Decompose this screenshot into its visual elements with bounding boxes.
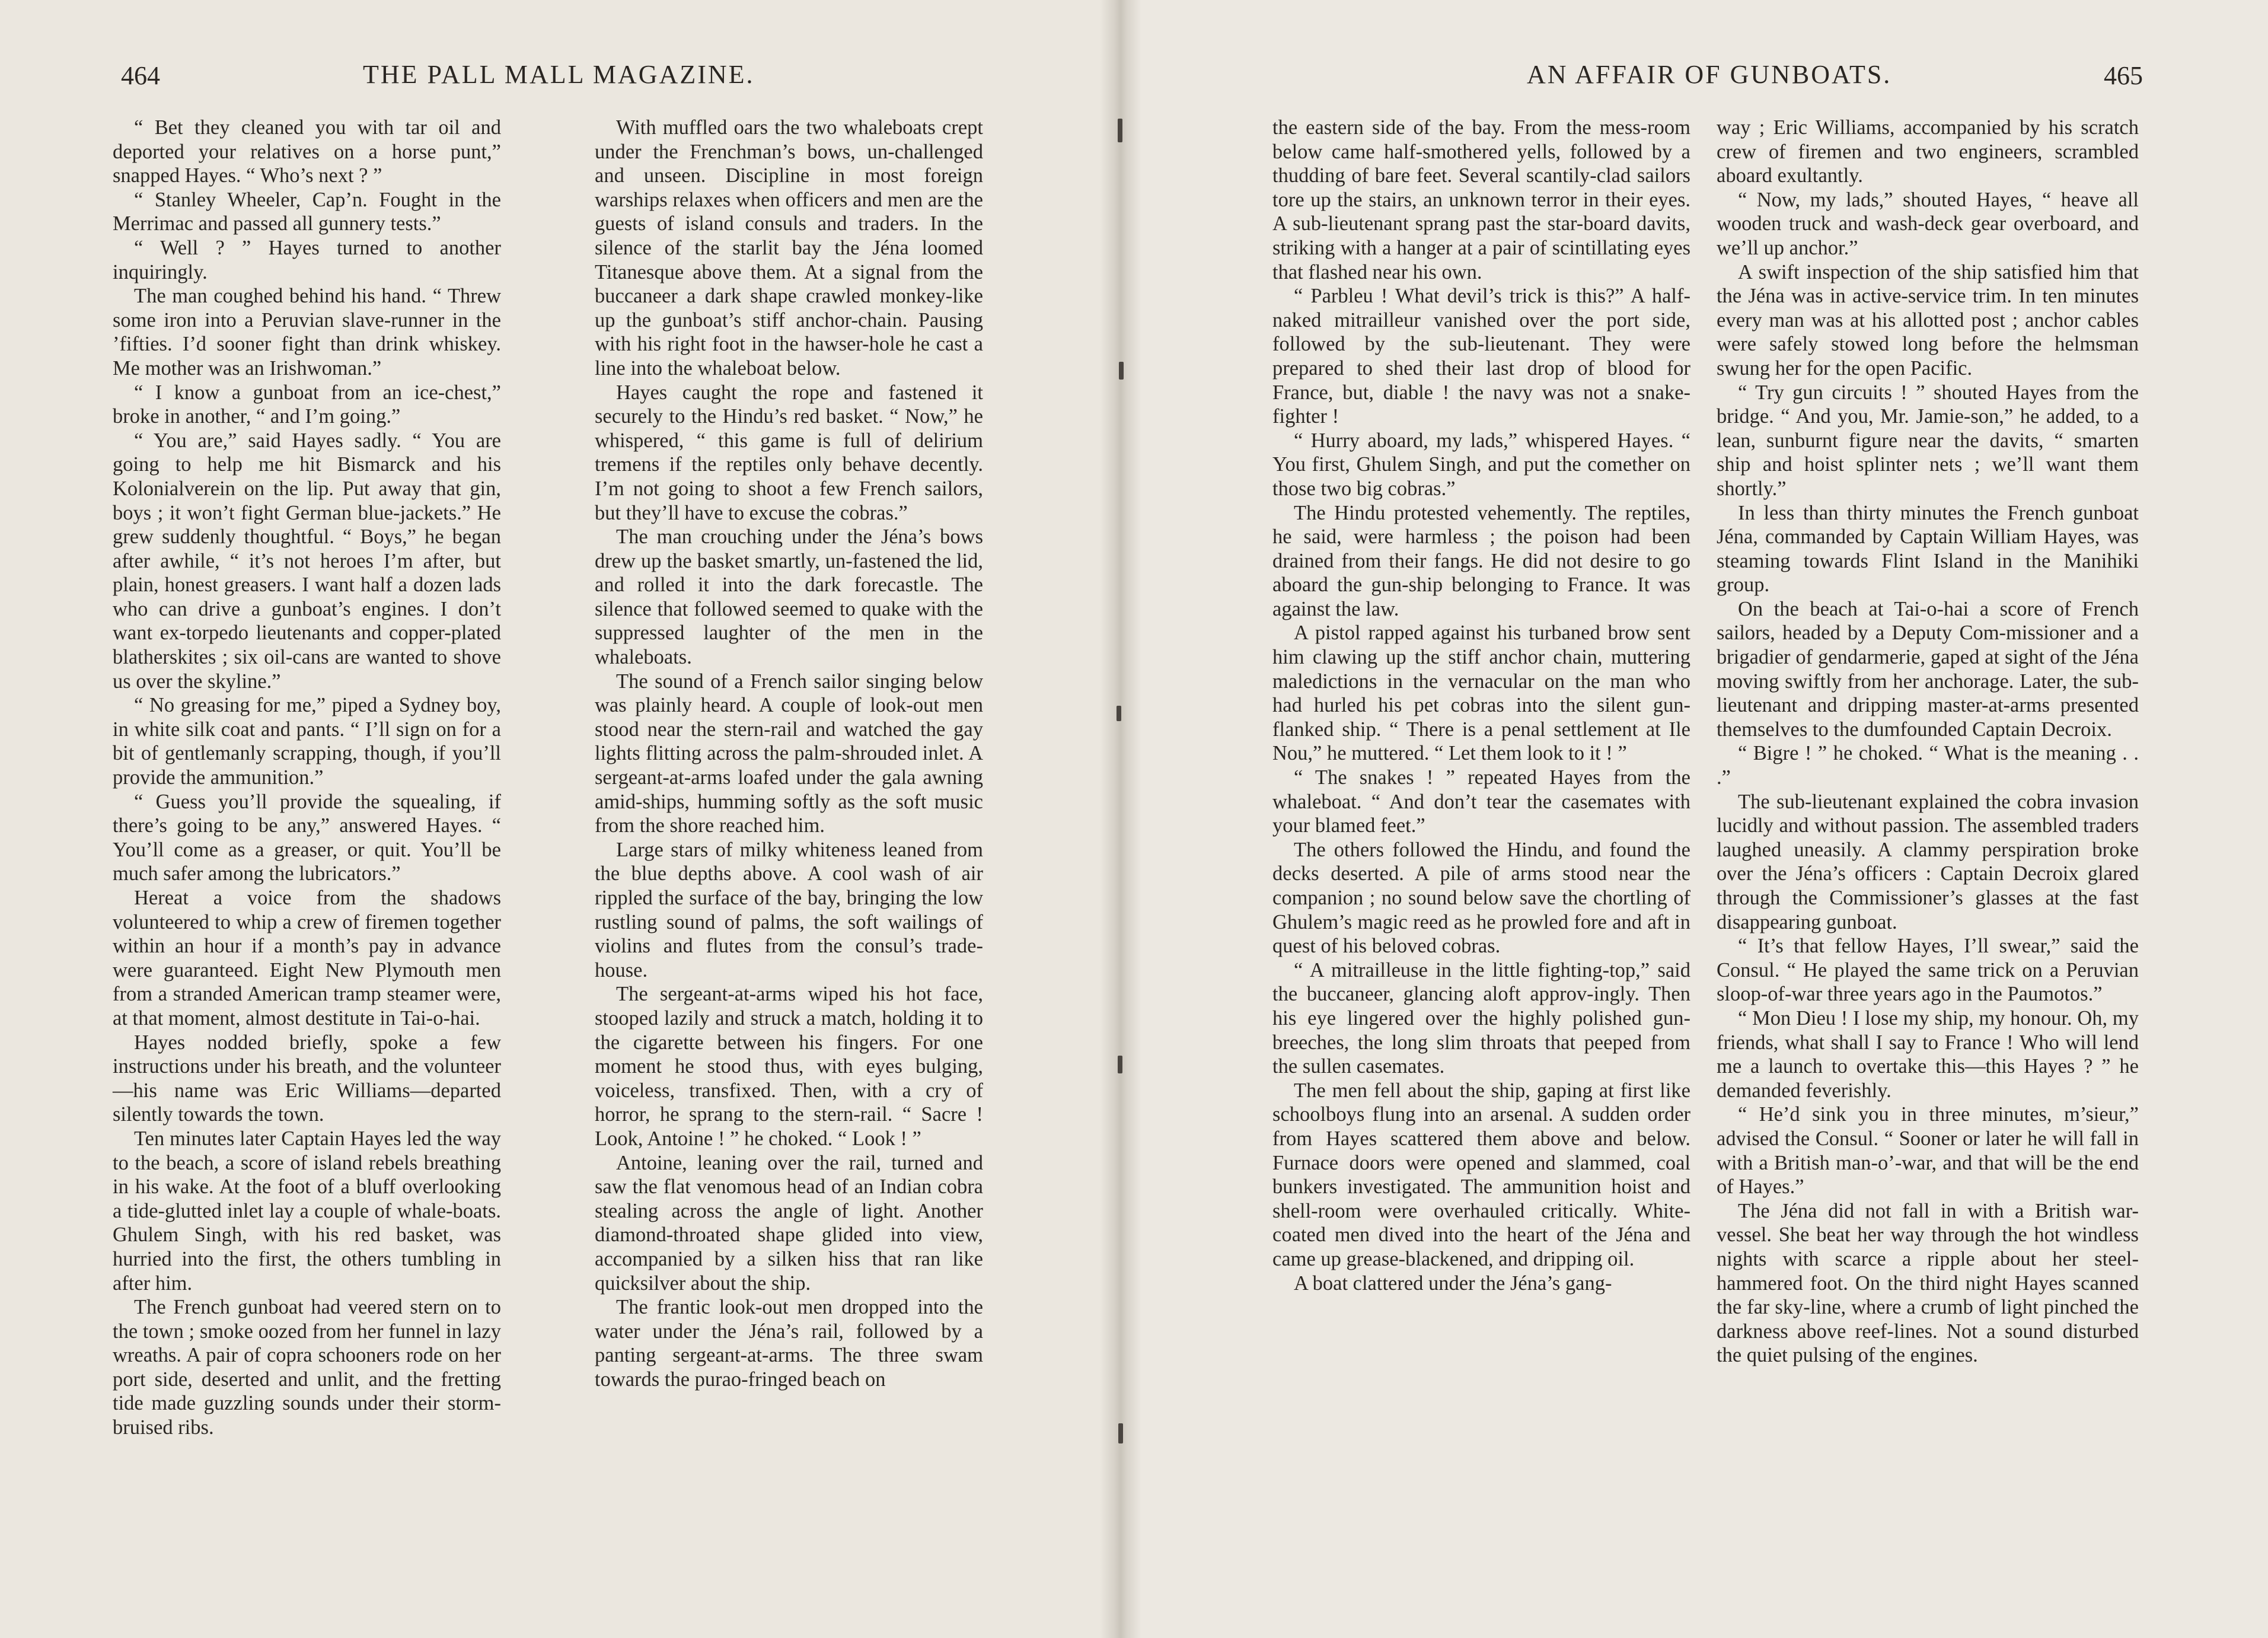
paragraph: “ It’s that fellow Hayes, I’ll swear,” said the Consul. “ He played the same trick on a Peruvian sloop-of-war three years ago in the Paumotos.” — [1717, 935, 2139, 1006]
paragraph: “ The snakes ! ” repeated Hayes from the whaleboat. “ And don’t tear the casemates with your blamed feet.” — [1272, 766, 1690, 837]
paragraph: The sub-lieutenant explained the cobra invasion lucidly and without passion. The assembled traders laughed uneasily. A clammy perspiration broke over the Jéna’s officers : Captain Decroix glared through the Commissioner’s glasses at the fast disappearing gunboat. — [1717, 790, 2139, 933]
paragraph: The frantic look-out men dropped into the water under the Jéna’s rail, followed by a panting sergeant-at-arms. The three swam towards the purao-fringed beach on — [595, 1296, 983, 1391]
page-number-left: 464 — [121, 61, 160, 90]
paragraph: “ Well ? ” Hayes turned to another inquiringly. — [113, 236, 501, 283]
text-column-3 — [1272, 116, 1690, 1295]
paragraph: “ Stanley Wheeler, Cap’n. Fought in the Merrimac and passed all gunnery tests.” — [113, 188, 501, 235]
text-column-1 — [113, 116, 501, 1440]
paragraph: The sound of a French sailor singing below was plainly heard. A couple of look-out men stood near the stern-rail and watched the gay lights flitting across the palm-shrouded inlet. A sergeant-at-arms loafed under the gala awning amid-ships, humming softly as the soft music from the shore reached him. — [595, 670, 983, 837]
paragraph: “ Try gun circuits ! ” shouted Hayes from the bridge. “ And you, Mr. Jamie-son,” he added, to a lean, sunburnt figure near the davits, “ smarten ship and hoist splinter nets ; we’ll want them shortly.” — [1717, 381, 2139, 500]
paragraph: the eastern side of the bay. From the mess-room below came half-smothered yells, followed by a thudding of bare feet. Several scantily-clad sailors tore up the stairs, an unknown terror in their eyes. A sub-lieutenant sprang past the star-board davits, striking with a hanger at a pair of scintillating eyes that flashed near his own. — [1272, 116, 1690, 283]
paragraph: The Jéna did not fall in with a British war-vessel. She beat her way through the hot windless nights with scarce a ripple about her steel-hammered foot. On the third night Hayes scanned the far sky-line, where a crumb of light pinched the darkness above reef-lines. Not a sound disturbed the quiet pulsing of the engines. — [1717, 1199, 2139, 1367]
paragraph: “ Bigre ! ” he choked. “ What is the meaning . . .” — [1717, 742, 2139, 789]
paragraph: The others followed the Hindu, and found the decks deserted. A pile of arms stood near the companion ; no sound below save the chortling of Ghulem’s magic reed as he prowled fore and aft in quest of his beloved cobras. — [1272, 838, 1690, 958]
paragraph: Ten minutes later Captain Hayes led the way to the beach, a score of island rebels breathing in his wake. At the foot of a bluff overlooking a tide-glutted inlet lay a couple of whale-boats. Ghulem Singh, with his red basket, was hurried into the first, the others tumbling in after him. — [113, 1127, 501, 1295]
text-column-2 — [595, 116, 983, 1391]
paragraph: The men fell about the ship, gaping at first like schoolboys flung into an arsenal. A sudden order from Hayes scattered them above and below. Furnace doors were opened and slammed, coal bunkers investigated. The ammunition hoist and shell-room were overhauled critically. White-coated men dived into the heart of the Jéna and came up grease-blackened, and dripping oil. — [1272, 1079, 1690, 1270]
paragraph: “ I know a gunboat from an ice-chest,” broke in another, “ and I’m going.” — [113, 381, 501, 428]
book-gutter — [1100, 0, 1141, 1638]
paragraph: A boat clattered under the Jéna’s gang- — [1294, 1271, 1612, 1295]
running-head-right: AN AFFAIR OF GUNBOATS. — [1527, 60, 1892, 89]
paragraph: way ; Eric Williams, accompanied by his scratch crew of firemen and two engineers, scrambled aboard exultantly. — [1717, 116, 2139, 187]
paragraph: “ Bet they cleaned you with tar oil and deported your relatives on a horse punt,” snapped Hayes. “ Who’s next ? ” — [113, 116, 501, 187]
paragraph: “ A mitrailleuse in the little fighting-top,” said the buccaneer, glancing aloft approv-ingly. Then his eye lingered over the highly polished gun-breeches, the long slim throats that peeped from the sullen casemates. — [1272, 958, 1690, 1078]
paragraph: Large stars of milky whiteness leaned from the blue depths above. A cool wash of air rippled the surface of the bay, bringing the low rustling sound of palms, the soft wailings of violins and flutes from the consul’s trade-house. — [595, 838, 983, 981]
paragraph: A pistol rapped against his turbaned brow sent him clawing up the stiff anchor chain, muttering maledictions in the vernacular on the man who had hurled his pet cobras into the silent gun-flanked ship. “ There is a penal settlement at Ile Nou,” he muttered. “ Let them look to it ! ” — [1272, 622, 1690, 765]
page-number-right: 465 — [2104, 61, 2143, 90]
paragraph: With muffled oars the two whaleboats crept under the Frenchman’s bows, un-challenged and unseen. Discipline in most foreign warships relaxes when officers and men are the guests of island consuls and traders. In the silence of the starlit bay the Jéna loomed Titanesque above them. At a signal from the buccaneer a dark shape crawled monkey-like up the gunboat’s stiff anchor-chain. Pausing with his right foot in the hawser-hole he cast a line into the whaleboat below. — [595, 116, 983, 380]
paragraph: The French gunboat had veered stern on to the town ; smoke oozed from her funnel in lazy wreaths. A pair of copra schooners rode on her port side, deserted and unlit, and the fretting tide made guzzling sounds under their storm-bruised ribs. — [113, 1296, 501, 1439]
paragraph: The Hindu protested vehemently. The reptiles, he said, were harmless ; the poison had been drained from their fangs. He did not desire to go aboard the gun-ship belonging to France. It was against the law. — [1272, 501, 1690, 620]
text-column-4 — [1717, 116, 2139, 1368]
running-head-left: THE PALL MALL MAGAZINE. — [363, 60, 755, 89]
paragraph: Hayes nodded briefly, spoke a few instructions under his breath, and the volunteer—his name was Eric Williams—departed silently towards the town. — [113, 1031, 501, 1126]
paragraph: “ Hurry aboard, my lads,” whispered Hayes. “ You first, Ghulem Singh, and put the comether on those two big cobras.” — [1272, 429, 1690, 500]
paragraph: “ He’d sink you in three minutes, m’sieur,” advised the Consul. “ Sooner or later he will fall in with a British man-o’-war, and that will be the end of Hayes.” — [1717, 1103, 2139, 1199]
paragraph: “ Mon Dieu ! I lose my ship, my honour. Oh, my friends, what shall I say to France ! Who will lend me a launch to overtake this—this Hayes ? ” he demanded feverishly. — [1717, 1006, 2139, 1102]
paragraph: The sergeant-at-arms wiped his hot face, stooped lazily and struck a match, holding it to the cigarette between his fingers. For one moment he stood thus, with eyes bulging, voiceless, transfixed. Then, with a cry of horror, he sprang to the stern-rail. “ Sacre ! Look, Antoine ! ” he choked. “ Look ! ” — [595, 983, 983, 1150]
paragraph: Hayes caught the rope and fastened it securely to the Hindu’s red basket. “ Now,” he whispered, “ this game is full of delirium tremens if the reptiles only behave decently. I’m not going to shoot a few French sailors, but they’ll have to excuse the cobras.” — [595, 381, 983, 524]
paragraph: “ Now, my lads,” shouted Hayes, “ heave all wooden truck and wash-deck gear overboard, and we’ll up anchor.” — [1717, 188, 2139, 259]
paragraph: “ No greasing for me,” piped a Sydney boy, in white silk coat and pants. “ I’ll sign on for a bit of gentlemanly scrapping, though, if you’ll provide the ammunition.” — [113, 694, 501, 789]
paragraph: The man coughed behind his hand. “ Threw some iron into a Peruvian slave-runner in the ’fifties. I’d sooner fight than drink whiskey. Me mother was an Irishwoman.” — [113, 285, 501, 380]
paragraph: The man crouching under the Jéna’s bows drew up the basket smartly, un-fastened the lid, and rolled it into the dark forecastle. The silence that followed seemed to quake with the suppressed laughter of the men in the whaleboats. — [595, 525, 983, 669]
paragraph: Hereat a voice from the shadows volunteered to whip a crew of firemen together within an hour if a month’s pay in advance were guaranteed. Eight New Plymouth men from a stranded American tramp steamer were, at that moment, almost destitute in Tai-o-hai. — [113, 887, 501, 1030]
paragraph: Antoine, leaning over the rail, turned and saw the flat venomous head of an Indian cobra stealing across the angle of light. Another diamond-throated shape glided into view, accompanied by a silken hiss that ran like quicksilver about the ship. — [595, 1151, 983, 1295]
paragraph: “ Parbleu ! What devil’s trick is this?” A half-naked mitrailleur vanished over the port side, followed by the sub-lieutenant. They were prepared to shed their last drop of blood for France, but, diable ! the navy was not a snake-fighter ! — [1272, 285, 1690, 428]
paragraph: A swift inspection of the ship satisfied him that the Jéna was in active-service trim. In ten minutes every man was at his allotted post ; anchor cables were safely stowed long before the helmsman swung her for the open Pacific. — [1717, 260, 2139, 380]
paragraph: “ You are,” said Hayes sadly. “ You are going to help me hit Bismarck and his Kolonialverein on the lip. Put away that gin, boys ; it won’t fight German blue-jackets.” He grew suddenly thoughtful. “ Boys,” he began after awhile, “ it’s not heroes I’m after, but plain, honest greasers. I want half a dozen lads who can drive a gunboat’s engines. I don’t want ex-torpedo lieutenants and copper-plated blatherskites ; six oil-cans are wanted to shove us over the skyline.” — [113, 429, 501, 693]
paragraph: “ Guess you’ll provide the squealing, if there’s going to be any,” answered Hayes. “ You’ll come as a greaser, or quit. You’ll be much safer among the lubricators.” — [113, 790, 501, 885]
paragraph: In less than thirty minutes the French gunboat Jéna, commanded by Captain William Hayes, was steaming towards Flint Island in the Manihiki group. — [1717, 501, 2139, 597]
paragraph: On the beach at Tai-o-hai a score of French sailors, headed by a Deputy Com-missioner and a brigadier of gendarmerie, gaped at sight of the Jéna moving swiftly from her anchorage. Later, the sub-lieutenant and dripping master-at-arms presented themselves to the dumfounded Captain Decroix. — [1717, 597, 2139, 741]
